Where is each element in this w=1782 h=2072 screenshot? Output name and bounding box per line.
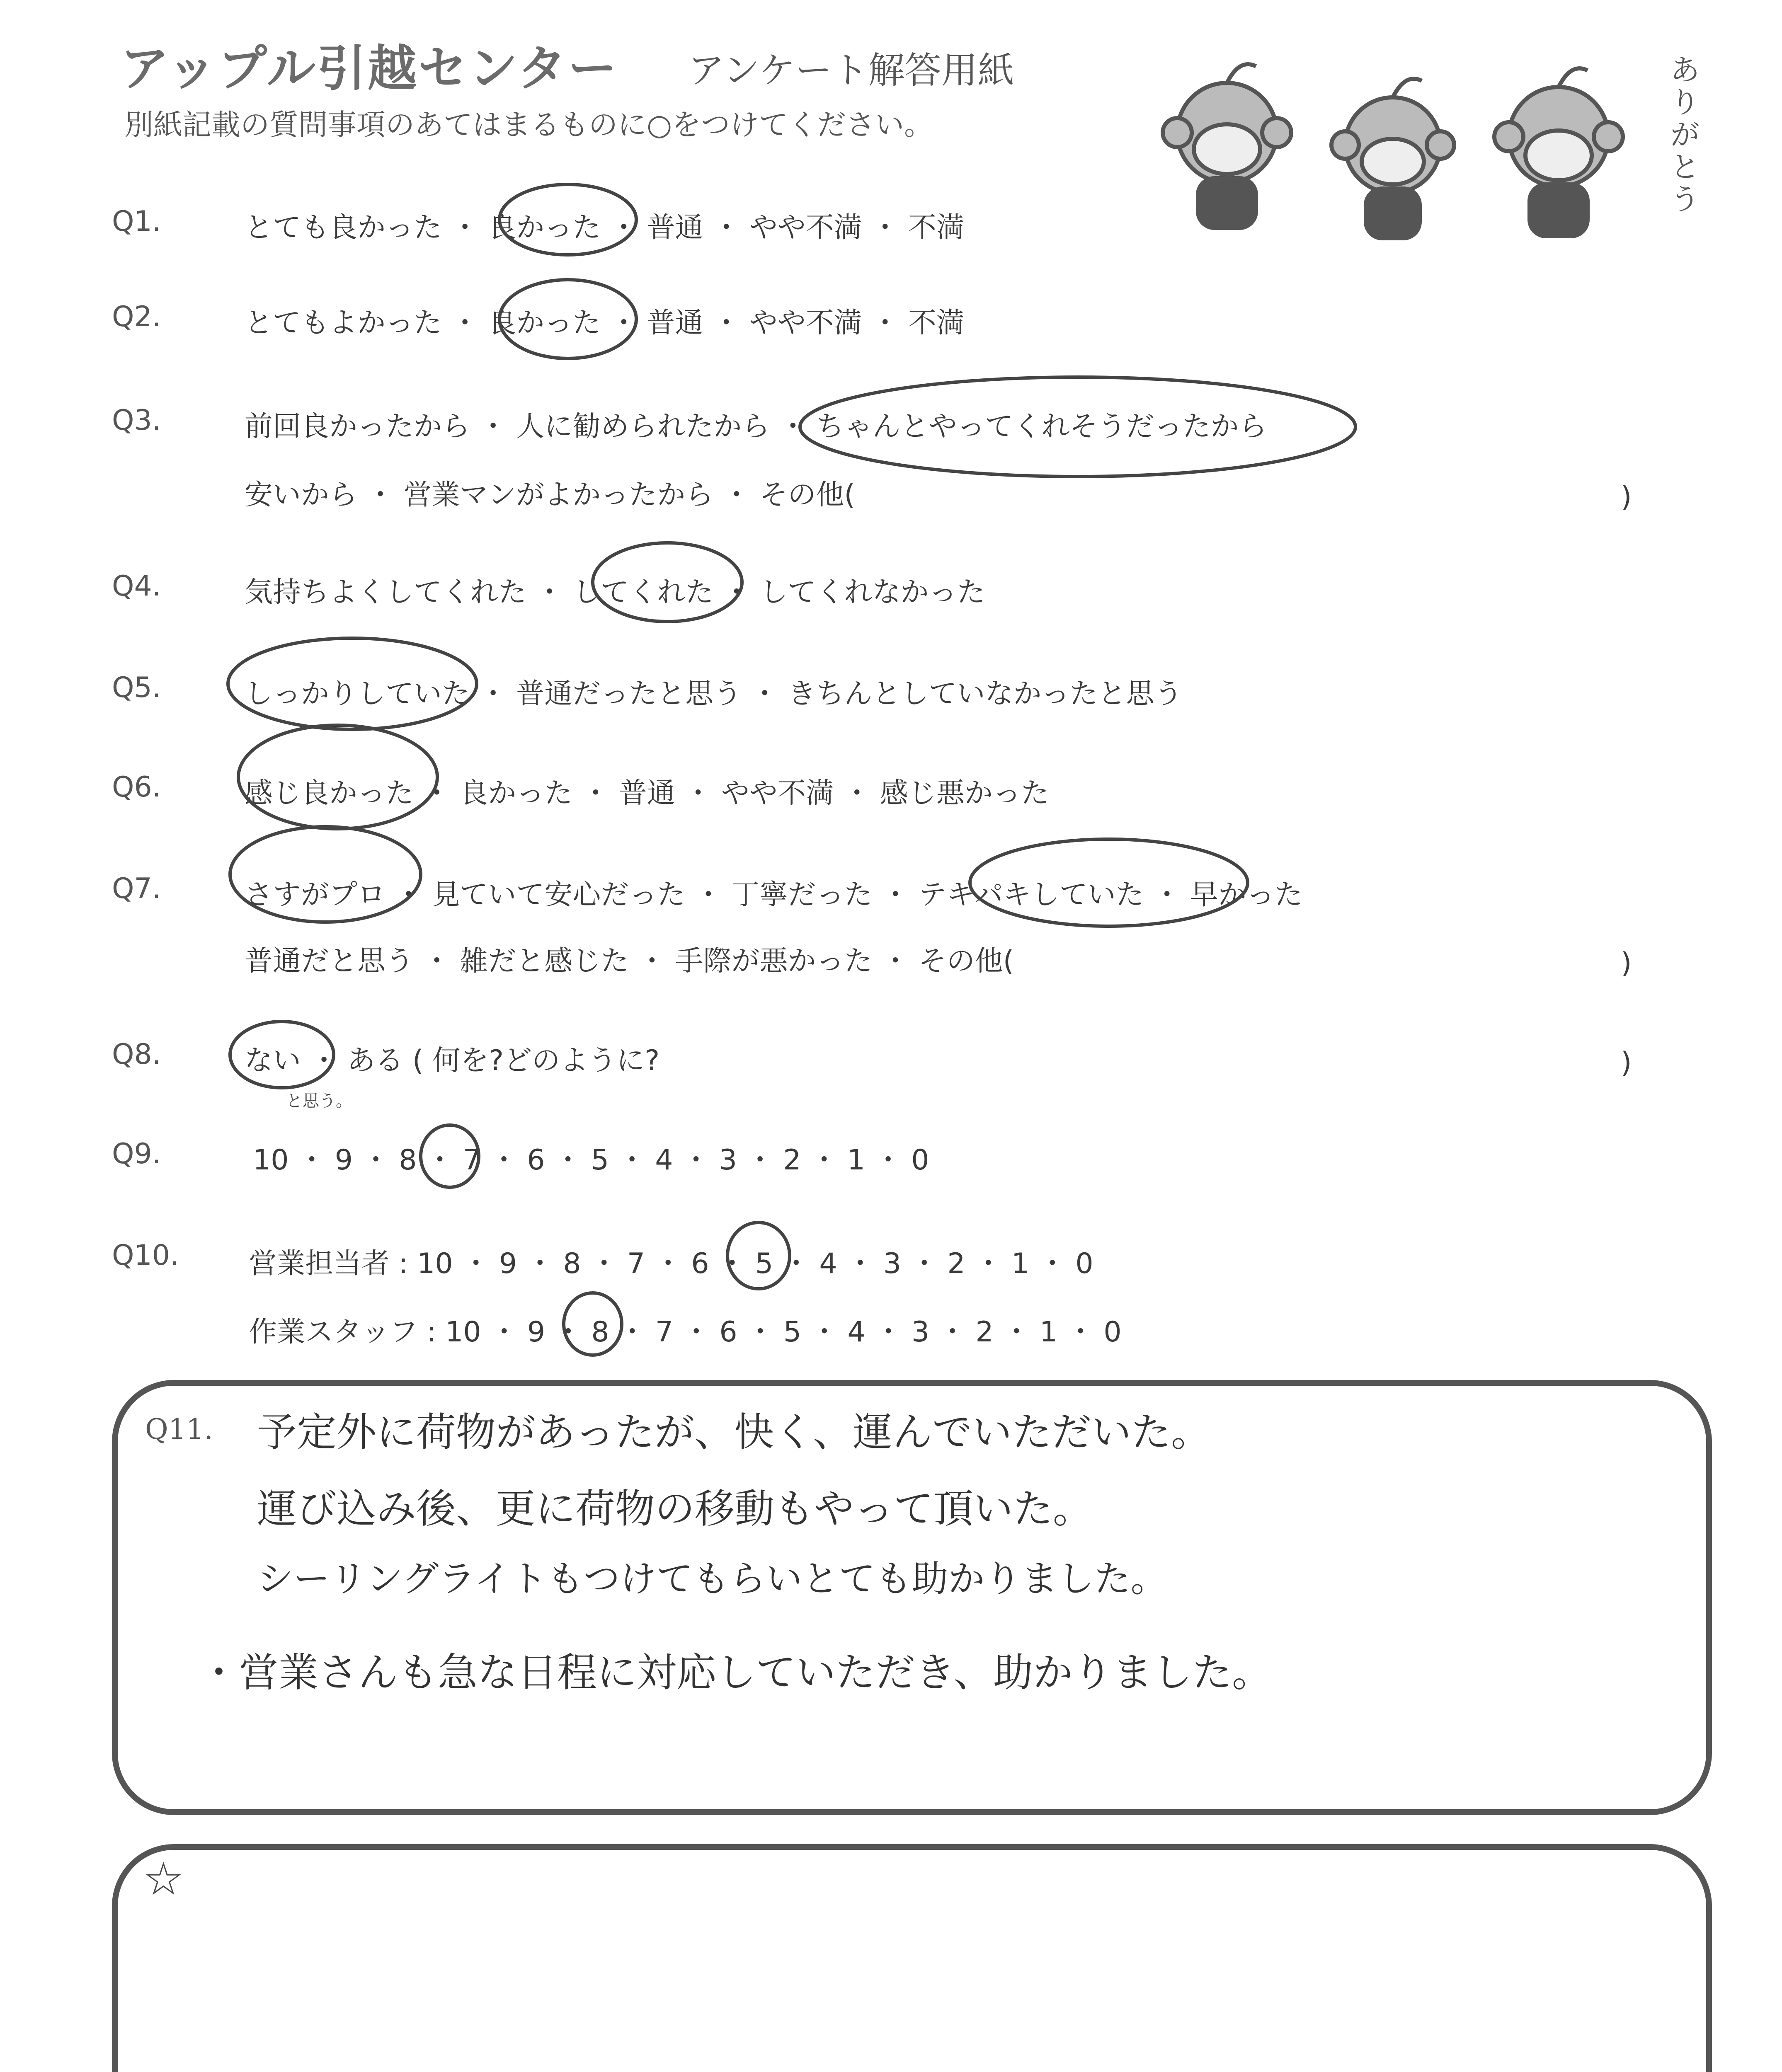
q4-options[interactable]: 気持ちよくしてくれた ・ してくれた ・ してくれなかった	[245, 576, 985, 609]
q10-sales-answer-circle	[727, 1222, 790, 1289]
q11-comment-line2: 運び込み後、更に荷物の移動もやって頂いた。	[257, 1486, 1093, 1532]
q6-options[interactable]: 感じ良かった ・ 良かった ・ 普通 ・ やや不満 ・ 感じ悪かった	[245, 777, 1049, 810]
q7-options-line2[interactable]: 普通だと思う ・ 雑だと感じた ・ 手際が悪かった ・ その他(	[245, 945, 1014, 978]
q7-answer-circle-pro	[230, 827, 421, 922]
q2-answer-circle	[499, 280, 636, 358]
q4-label: Q4.	[112, 570, 161, 603]
q9-answer-circle	[421, 1125, 479, 1187]
q2-options[interactable]: とてもよかった ・ 良かった ・ 普通 ・ やや不満 ・ 不満	[245, 307, 965, 339]
q3-answer-circle	[800, 377, 1355, 477]
q11-label: Q11.	[145, 1413, 213, 1446]
q8-answer-circle	[230, 1021, 334, 1088]
star-icon: ☆	[143, 1852, 184, 1905]
q7-options-line1[interactable]: さすがプロ ・ 見ていて安心だった ・ 丁寧だった ・ テキパキしていた ・ 早かった	[245, 879, 1303, 911]
form-title: アップル引越センター	[120, 40, 619, 97]
q11-comment-line1: 予定外に荷物があったが、快く、運んでいただいた。	[257, 1409, 1211, 1455]
q3-options-line2[interactable]: 安いから ・ 営業マンがよかったから ・ その他(	[245, 479, 855, 511]
q10-sales-options[interactable]: 営業担当者 : 10 ・ 9 ・ 8 ・ 7 ・ 6 ・ 5 ・ 4 ・ 3 ・ 2 ・ 1 ・ 0	[249, 1247, 1093, 1280]
q11-comment-line3: シーリングライトもつけてもらいとても助かりました。	[257, 1557, 1167, 1600]
q6-label: Q6.	[112, 771, 161, 804]
q6-answer-circle	[238, 725, 437, 829]
q1-options[interactable]: とても良かった ・ 良かった ・ 普通 ・ やや不満 ・ 不満	[245, 211, 965, 244]
star-comment-box[interactable]	[112, 1844, 1712, 2072]
q7-answer-circle-tekipaki	[970, 839, 1248, 926]
form-subtitle: アンケート解答用紙	[688, 49, 1014, 92]
q3-close-paren: )	[1621, 481, 1632, 513]
q8-handwritten-note: と思う。	[286, 1092, 352, 1111]
q8-close-paren: )	[1621, 1046, 1632, 1079]
q7-close-paren: )	[1621, 947, 1632, 980]
q9-label: Q9.	[112, 1138, 161, 1170]
q10-label: Q10.	[112, 1239, 179, 1272]
thanks-text: ありがとう	[1670, 53, 1700, 216]
q8-options[interactable]: ない ・ ある ( 何を?どのように?	[245, 1044, 660, 1077]
q3-label: Q3.	[112, 404, 161, 437]
q5-label: Q5.	[112, 671, 161, 704]
q1-answer-circle	[499, 184, 636, 255]
instruction-text: 別紙記載の質問事項のあてはまるものに○をつけてください。	[124, 108, 933, 142]
q11-comment-line4: ・営業さんも急な日程に対応していただき、助かりました。	[199, 1649, 1272, 1696]
q10-staff-answer-circle	[564, 1293, 622, 1355]
q5-options[interactable]: しっかりしていた ・ 普通だったと思う ・ きちんとしていなかったと思う	[245, 678, 1183, 710]
q10-staff-options[interactable]: 作業スタッフ : 10 ・ 9 ・ 8 ・ 7 ・ 6 ・ 5 ・ 4 ・ 3 ・ 2 ・ 1 ・ 0	[249, 1316, 1122, 1348]
q5-answer-circle	[228, 638, 477, 729]
q7-label: Q7.	[112, 872, 161, 905]
q2-label: Q2.	[112, 300, 161, 333]
q4-answer-circle	[593, 543, 742, 622]
q3-options-line1[interactable]: 前回良かったから ・ 人に勧められたから ・ ちゃんとやってくれそうだったから	[245, 410, 1267, 443]
q1-label: Q1.	[112, 205, 161, 238]
q9-options[interactable]: 10 ・ 9 ・ 8 ・ 7 ・ 6 ・ 5 ・ 4 ・ 3 ・ 2 ・ 1 ・ 0	[253, 1144, 929, 1176]
q8-label: Q8.	[112, 1038, 161, 1071]
